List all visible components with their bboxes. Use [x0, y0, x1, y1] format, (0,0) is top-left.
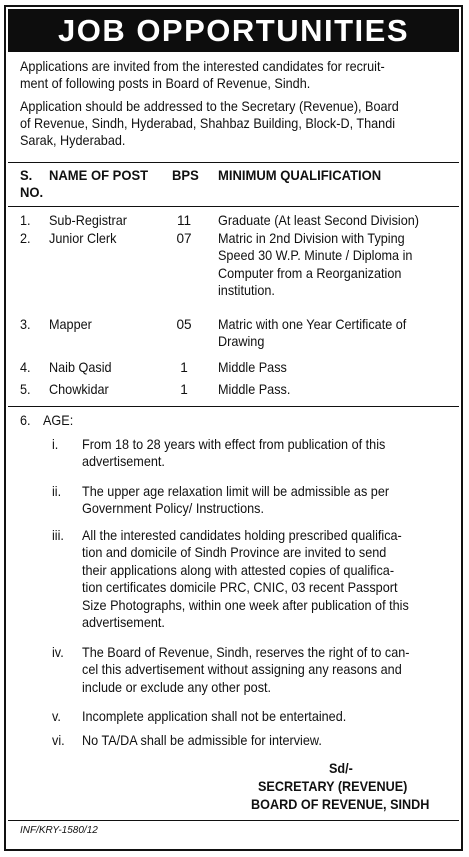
age-item-line: Government Policy/ Instructions. — [82, 501, 264, 517]
qualification-line: Matric with one Year Certificate of — [218, 317, 407, 332]
signature-sd: Sd/- — [329, 761, 353, 776]
age-item-line: The upper age relaxation limit will be admissible as per — [82, 484, 390, 499]
qualification-line: Drawing — [218, 334, 265, 350]
row-qualification — [218, 359, 287, 376]
reference-number: INF/KRY-1580/12 — [20, 825, 98, 836]
qualification-line: Middle Pass. — [218, 382, 291, 397]
age-item-text: No TA/DA shall be admissible for interview. — [82, 733, 322, 748]
row-bps: 07 — [176, 231, 192, 246]
qualification-line: Middle Pass — [218, 360, 287, 375]
age-item-line: advertisement. — [82, 454, 165, 470]
row-bps: 1 — [180, 382, 188, 397]
intro-paragraph — [20, 58, 451, 92]
header-sno-line: NO. — [20, 184, 44, 200]
qualification-line: Computer from a Reorganization — [218, 265, 402, 281]
page-title: JOB OPPORTUNITIES — [8, 9, 459, 52]
age-number: 6. — [20, 413, 31, 428]
row-bps: 05 — [176, 317, 192, 332]
age-label: AGE: — [43, 413, 74, 428]
divider — [8, 162, 459, 163]
qualification-line: Matric in 2nd Division with Typing — [218, 231, 405, 246]
row-sno: 5. — [20, 382, 31, 397]
signature-office: BOARD OF REVENUE, SINDH — [251, 797, 430, 812]
address-line: of Revenue, Sindh, Hyderabad, Shahbaz Building, Block-D, Thandi — [20, 116, 396, 131]
divider — [8, 406, 459, 407]
age-item-text: Incomplete application shall not be entertained. — [82, 709, 347, 724]
address-line: Sarak, Hyderabad. — [20, 133, 126, 148]
row-post: Mapper — [49, 317, 92, 332]
row-sno: 3. — [20, 317, 31, 332]
row-sno: 2. — [20, 231, 31, 246]
header-sno — [20, 167, 43, 201]
row-post: Sub-Registrar — [49, 213, 127, 228]
age-item-text — [82, 527, 456, 631]
age-item-line: From 18 to 28 years with effect from publication of this — [82, 437, 386, 452]
row-qualification — [218, 230, 458, 300]
age-item-line: cel this advertisement without assigning any reasons and — [82, 662, 402, 678]
header-post: NAME OF POST — [49, 167, 149, 183]
row-qualification — [218, 212, 419, 229]
age-item-numeral: vi. — [52, 733, 65, 748]
age-item-text — [82, 483, 456, 518]
qualification-line: Graduate (At least Second Division) — [218, 213, 419, 228]
qualification-line: institution. — [218, 283, 275, 299]
age-item-line: All the interested candidates holding prescribed qualifica- — [82, 528, 402, 543]
divider — [8, 206, 459, 207]
signature-designation: SECRETARY (REVENUE) — [258, 779, 408, 794]
age-item-text — [82, 644, 456, 696]
age-item-numeral: v. — [52, 709, 61, 724]
age-item-line: The Board of Revenue, Sindh, reserves the right of to can- — [82, 645, 410, 660]
intro-line: Applications are invited from the interested candidates for recruit- — [20, 59, 385, 74]
row-post: Chowkidar — [49, 382, 109, 397]
row-post: Junior Clerk — [49, 231, 117, 246]
row-post: Naib Qasid — [49, 360, 112, 375]
age-item-line: tion and domicile of Sindh Province are invited to send — [82, 545, 387, 561]
header-qualification: MINIMUM QUALIFICATION — [218, 167, 382, 183]
age-item-numeral: iii. — [52, 528, 64, 543]
row-sno: 4. — [20, 360, 31, 375]
age-item-text — [82, 436, 456, 471]
address-line: Application should be addressed to the Secretary (Revenue), Board — [20, 99, 399, 114]
age-item-line: include or exclude any other post. — [82, 679, 272, 695]
advertisement-frame — [4, 5, 463, 851]
row-sno: 1. — [20, 213, 31, 228]
age-item-line: Size Photographs, within one week after publication of this — [82, 597, 409, 613]
age-item-numeral: ii. — [52, 484, 62, 499]
age-item-line: their applications along with attested copies of qualifica- — [82, 562, 395, 578]
intro-line: ment of following posts in Board of Revenue, Sindh. — [20, 76, 311, 91]
row-bps: 11 — [176, 213, 192, 228]
divider — [8, 820, 459, 821]
qualification-line: Speed 30 W.P. Minute / Diploma in — [218, 248, 413, 264]
age-item-line: tion certificates domicile PRC, CNIC, 03 recent Passport — [82, 580, 398, 596]
age-item-line: advertisement. — [82, 615, 165, 631]
row-qualification — [218, 316, 406, 351]
age-item-numeral: i. — [52, 437, 59, 452]
header-sno-line: S. — [20, 167, 33, 183]
header-bps: BPS — [172, 167, 199, 183]
address-paragraph — [20, 98, 451, 149]
row-bps: 1 — [180, 360, 188, 375]
row-qualification — [218, 381, 290, 398]
age-item-numeral: iv. — [52, 645, 64, 660]
